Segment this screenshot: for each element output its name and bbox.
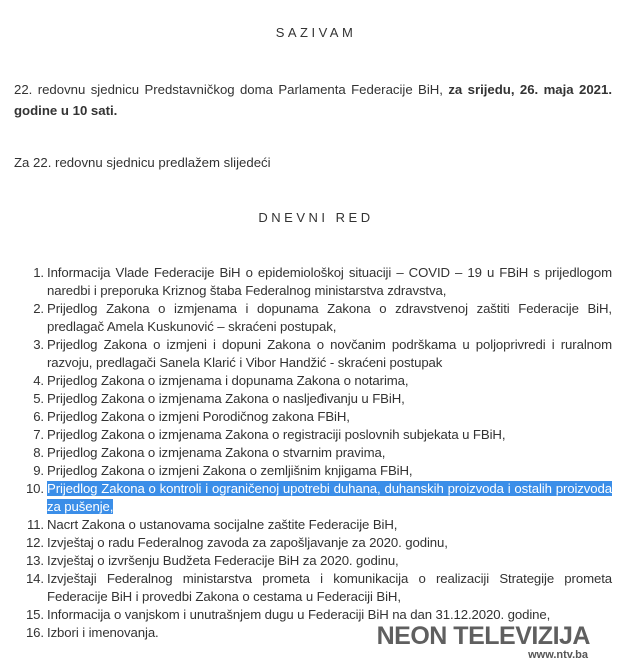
item-text: Prijedlog Zakona o izmjenama Zakona o registraciji poslovnih subjekata u FBiH, bbox=[47, 427, 506, 442]
item-number: 14. bbox=[25, 571, 44, 586]
item-number: 6. bbox=[33, 409, 44, 424]
agenda-item bbox=[0, 534, 612, 552]
item-number: 11. bbox=[26, 517, 44, 532]
agenda-item bbox=[0, 336, 612, 372]
item-number: 5. bbox=[33, 391, 44, 406]
agenda-item bbox=[0, 426, 612, 444]
agenda-item bbox=[0, 264, 612, 300]
item-number: 1. bbox=[33, 265, 44, 280]
watermark-url: www.ntv.ba bbox=[528, 649, 588, 661]
agenda-item bbox=[0, 390, 612, 408]
agenda-item bbox=[0, 462, 612, 480]
item-text: Prijedlog Zakona o izmjenama Zakona o stvarnim pravima, bbox=[47, 445, 386, 460]
agenda-item bbox=[0, 372, 612, 390]
item-text: Izvještaj o radu Federalnog zavoda za zapošljavanje za 2020. godinu, bbox=[47, 535, 448, 550]
agenda-item bbox=[0, 552, 612, 570]
agenda-item bbox=[0, 408, 612, 426]
item-number: 16. bbox=[25, 625, 44, 640]
item-text: Izbori i imenovanja. bbox=[47, 625, 159, 640]
item-text: Prijedlog Zakona o izmjenama Zakona o nasljeđivanju u FBiH, bbox=[47, 391, 405, 406]
intro-date: za srijedu, 26. maja 2021. godine u 10 sati. bbox=[14, 82, 612, 118]
item-text: Izvještaji Federalnog ministarstva prometa i komunikacija o realizaciji Strategije prometa Federacije BiH i provedbi Zakona o cestama u Federaciji BiH, bbox=[47, 571, 612, 604]
item-text: Izvještaj o izvršenju Budžeta Federacije BiH za 2020. godinu, bbox=[47, 553, 399, 568]
agenda-list bbox=[0, 264, 612, 642]
item-text: Prijedlog Zakona o izmjeni Zakona o zemljišnim knjigama FBiH, bbox=[47, 463, 413, 478]
agenda-item bbox=[0, 516, 612, 534]
item-number: 8. bbox=[33, 445, 44, 460]
item-text: Nacrt Zakona o ustanovama socijalne zaštite Federacije BiH, bbox=[47, 517, 398, 532]
item-number: 12. bbox=[25, 535, 44, 550]
agenda-item bbox=[0, 480, 612, 516]
item-text: Informacija Vlade Federacije BiH o epidemiološkoj situaciji – COVID – 19 u FBiH s prijedlogom naredbi i preporuka Kriznog štaba Federalnog ministarstva zdravstva, bbox=[47, 265, 612, 298]
agenda-item bbox=[0, 444, 612, 462]
item-text: Prijedlog Zakona o izmjeni Porodičnog zakona FBiH, bbox=[47, 409, 350, 424]
item-number: 7. bbox=[33, 427, 44, 442]
proposal-text: Za 22. redovnu sjednicu predlažem slijedeći bbox=[14, 155, 271, 170]
intro-text: 22. redovnu sjednicu Predstavničkog doma Parlamenta Federacije BiH, bbox=[14, 82, 449, 97]
item-number: 13. bbox=[25, 553, 44, 568]
watermark-logo: NEON TELEVIZIJA bbox=[376, 622, 590, 650]
agenda-item bbox=[0, 300, 612, 336]
item-number: 10. bbox=[25, 481, 44, 496]
item-number: 3. bbox=[33, 337, 44, 352]
item-text: Prijedlog Zakona o izmjenama i dopunama Zakona o zdravstvenoj zaštiti Federacije BiH, predlagač Amela Kuskunović – skraćeni postupak, bbox=[47, 301, 612, 334]
intro-paragraph bbox=[14, 79, 612, 121]
item-text: Informacija o vanjskom i unutrašnjem dugu u Federaciji BiH na dan 31.12.2020. godine, bbox=[47, 607, 551, 622]
item-text: Prijedlog Zakona o izmjenama i dopunama Zakona o notarima, bbox=[47, 373, 409, 388]
item-text: Prijedlog Zakona o kontroli i ograničenoj upotrebi duhana, duhanskih proizvoda i ostalih proizvoda za pušenje, bbox=[47, 481, 612, 514]
item-number: 2. bbox=[33, 301, 44, 316]
item-number: 4. bbox=[33, 373, 44, 388]
heading: SAZIVAM bbox=[275, 25, 357, 40]
agenda-item bbox=[0, 570, 612, 606]
item-text: Prijedlog Zakona o izmjeni i dopuni Zakona o novčanim podrškama u poljoprivredi i ruralnom razvoju, predlagači Sanela Klarić i Vibor Handžić - skraćeni postupak bbox=[47, 337, 612, 370]
item-number: 15. bbox=[25, 607, 44, 622]
item-number: 9. bbox=[33, 463, 44, 478]
agenda-title: DNEVNI RED bbox=[258, 210, 374, 225]
